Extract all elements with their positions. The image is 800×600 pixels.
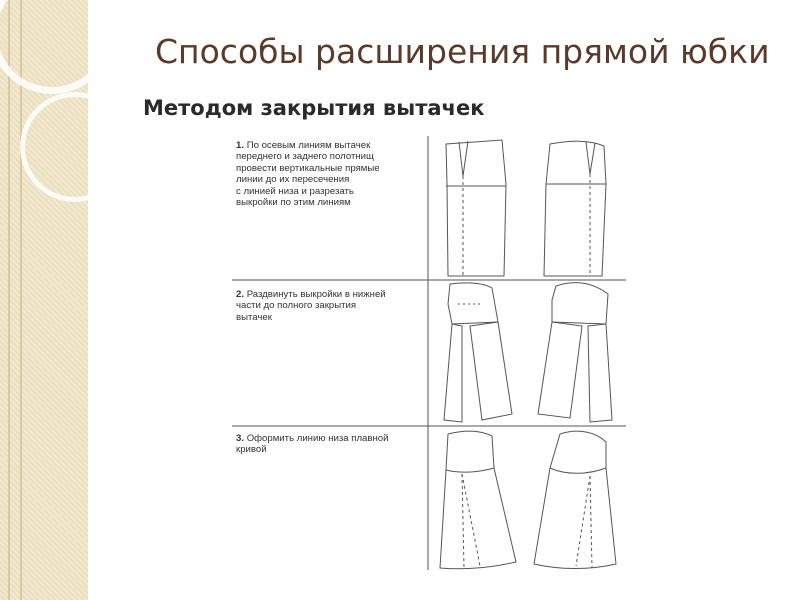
decorative-ring xyxy=(20,92,88,202)
step-1-back-panel xyxy=(446,140,506,276)
skirt-pattern-drawing xyxy=(230,130,628,576)
band-stripe xyxy=(20,0,22,600)
step-2-front-panel xyxy=(538,283,612,422)
step-2-text: 2. Раздвинуть выкройки в нижней части до полного закрытия вытачек xyxy=(236,289,386,323)
slide-title: Способы расширения прямой юбки xyxy=(155,32,770,71)
step-3-front-panel xyxy=(534,431,616,568)
step-3-back-panel xyxy=(440,431,516,569)
step-2-back-panel xyxy=(444,283,512,422)
decorative-left-band xyxy=(0,0,88,600)
pattern-diagram xyxy=(230,130,628,576)
step-1-front-panel xyxy=(544,141,606,276)
band-stripe xyxy=(8,0,10,600)
decorative-ring xyxy=(0,0,88,94)
slide-subtitle: Методом закрытия вытачек xyxy=(143,96,485,120)
step-1-text: 1. По осевым линиям вытачек переднего и заднего полотнищ провести вертикальные прямые линии до их пересечения с линией низа и разрезать выкройки по этим линиям xyxy=(236,140,380,209)
step-3-text: 3. Оформить линию низа плавной кривой xyxy=(236,433,389,456)
